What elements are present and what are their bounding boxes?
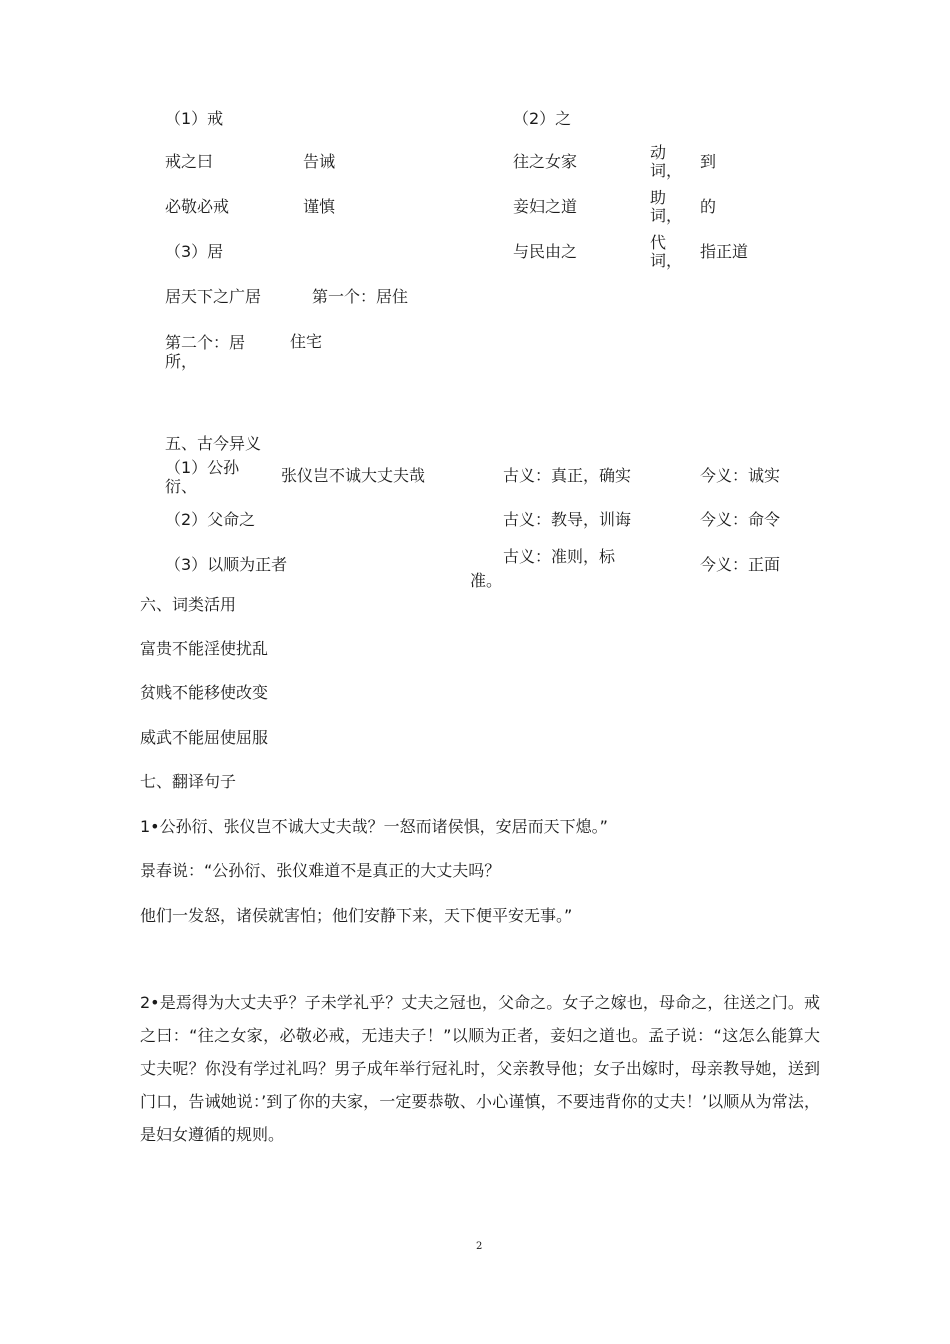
row2-phrase2: 妾妇之道: [513, 197, 578, 216]
s5-row2-ancient: 古义：教导，训诲: [503, 510, 632, 529]
s7-q2-paragraph: 2•是焉得为大丈夫乎？子未学礼乎？丈夫之冠也，父命之。女子之嫁也，母命之，往送之门。戒之曰：“往之女家，必敬必戒，无违夫子！”以顺为正者，妾妇之道也。孟子说：“这怎么能算大丈夫呢？你没有学过礼吗？男子成年举行冠礼时，父亲教导他；女子出嫁时，母亲教导她，送到门口，告诫她说：’到了你的夫家，一定要恭敬、小心谨慎，不要违背你的丈夫！’以顺从为常法，是妇女遵循的规则。: [140, 993, 820, 1144]
row2-pos: 助词，: [650, 188, 683, 225]
row1-meaning: 告诫: [303, 152, 336, 171]
s5-row3-ancient: 古义：准则，标准。: [470, 547, 616, 590]
heading-ju: （3）居: [165, 242, 224, 261]
s6-item-2: 贫贱不能移使改变: [140, 683, 269, 702]
row5-value: 住宅: [290, 332, 323, 351]
page-number: 2: [476, 1241, 483, 1252]
s6-item-3: 威武不能屈使屈服: [140, 728, 269, 747]
row4-phrase: 居天下之广居: [165, 287, 262, 306]
row2-phrase: 必敬必戒: [165, 197, 230, 216]
s7-a1-line1: 景春说：“公孙衍、张仪难道不是真正的大丈夫吗？: [140, 861, 501, 880]
row5-meaning: 第二个：居所，: [165, 333, 246, 371]
s5-row3-label: （3）以顺为正者: [165, 555, 288, 574]
section-7-title: 七、翻译句子: [140, 772, 237, 791]
row1-phrase: 戒之曰: [165, 152, 214, 171]
row1-phrase2: 往之女家: [513, 152, 578, 171]
row1-pos: 动词，: [650, 143, 683, 180]
s7-a1-line2: 他们一发怒，诸侯就害怕；他们安静下来，天下便平安无事。”: [140, 906, 573, 925]
row3-pos: 代词，: [650, 233, 683, 270]
s5-row3-modern: 今义：正面: [700, 555, 781, 574]
row2-meaning: 谨慎: [303, 197, 336, 216]
s5-row1-ancient: 古义：真正，确实: [503, 466, 632, 485]
row3-phrase2: 与民由之: [513, 242, 578, 261]
s6-item-1: 富贵不能淫使扰乱: [140, 639, 269, 658]
row4-meaning: 第一个：居住: [312, 287, 409, 306]
s5-row3-ancient-clip: [470, 545, 630, 590]
row1-meaning2: 到: [700, 152, 717, 171]
row2-meaning2: 的: [700, 197, 717, 216]
s5-row1-sentence: 张仪岂不诚大丈夫哉: [281, 466, 426, 485]
row3-meaning2: 指正道: [700, 242, 749, 261]
s5-row2-label: （2）父命之: [165, 510, 256, 529]
s7-q1: 1•公孙衍、张仪岂不诚大丈夫哉？一怒而诸侯惧，安居而天下熄。”: [140, 817, 608, 836]
heading-zhi: （2）之: [513, 109, 572, 128]
s5-row1-modern: 今义：诚实: [700, 466, 781, 485]
s5-row2-modern: 今义：命令: [700, 510, 781, 529]
section-5-title: 五、古今异义: [165, 434, 262, 453]
heading-jie: （1）戒: [165, 109, 224, 128]
section-6-title: 六、词类活用: [140, 595, 237, 614]
s5-row1-label: （1）公孙衍、: [165, 458, 240, 496]
